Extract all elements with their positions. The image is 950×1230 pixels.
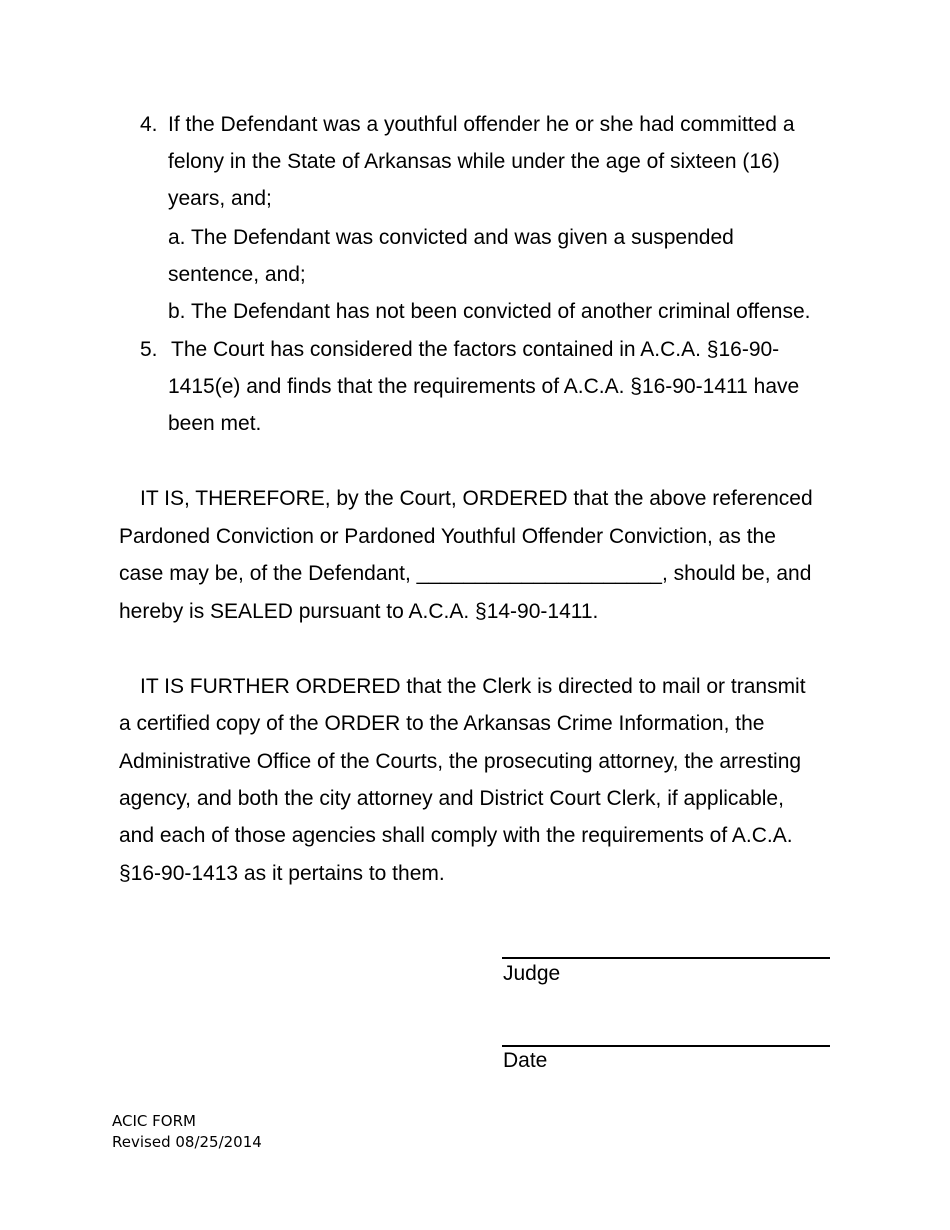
- judge-signature-line: [502, 957, 830, 959]
- further-paragraph-line-2: a certified copy of the ORDER to the Arkansas Crime Information, the: [119, 712, 765, 735]
- date-signature-line: [502, 1045, 830, 1047]
- list-number-4: 4.: [140, 113, 158, 136]
- item5-line-3: been met.: [168, 412, 262, 435]
- item4-line-1: If the Defendant was a youthful offender he or she had committed a: [168, 113, 795, 136]
- list-number-5: 5.: [140, 338, 158, 361]
- further-paragraph-line-4: agency, and both the city attorney and District Court Clerk, if applicable,: [119, 787, 784, 810]
- footer-revised-date: Revised 08/25/2014: [112, 1133, 262, 1151]
- judge-label: Judge: [503, 962, 561, 985]
- further-paragraph-line-6: §16-90-1413 as it pertains to them.: [119, 862, 445, 885]
- item4-line-3: years, and;: [168, 187, 272, 210]
- item4-sub-b-line-1: b. The Defendant has not been convicted of another criminal offense.: [168, 300, 811, 323]
- item5-line-2: 1415(e) and finds that the requirements of A.C.A. §16-90-1411 have: [168, 375, 800, 398]
- order-paragraph-line-1: IT IS, THEREFORE, by the Court, ORDERED that the above referenced: [140, 487, 813, 510]
- order-paragraph-line-4: hereby is SEALED pursuant to A.C.A. §14-90-1411.: [119, 600, 599, 623]
- footer-form-name: ACIC FORM: [112, 1112, 196, 1130]
- item4-sub-a-line-1: a. The Defendant was convicted and was given a suspended: [168, 226, 734, 249]
- further-paragraph-line-5: and each of those agencies shall comply with the requirements of A.C.A.: [119, 824, 793, 847]
- further-paragraph-line-3: Administrative Office of the Courts, the prosecuting attorney, the arresting: [119, 750, 802, 773]
- further-paragraph-line-1: IT IS FURTHER ORDERED that the Clerk is directed to mail or transmit: [140, 675, 806, 698]
- order-paragraph-line-3: case may be, of the Defendant, _____________________, should be, and: [119, 562, 812, 585]
- item5-line-1: The Court has considered the factors contained in A.C.A. §16-90-: [171, 338, 780, 361]
- item4-line-2: felony in the State of Arkansas while under the age of sixteen (16): [168, 150, 780, 173]
- date-label: Date: [503, 1049, 548, 1072]
- item4-sub-a-line-2: sentence, and;: [168, 263, 306, 286]
- order-paragraph-line-2: Pardoned Conviction or Pardoned Youthful Offender Conviction, as the: [119, 525, 776, 548]
